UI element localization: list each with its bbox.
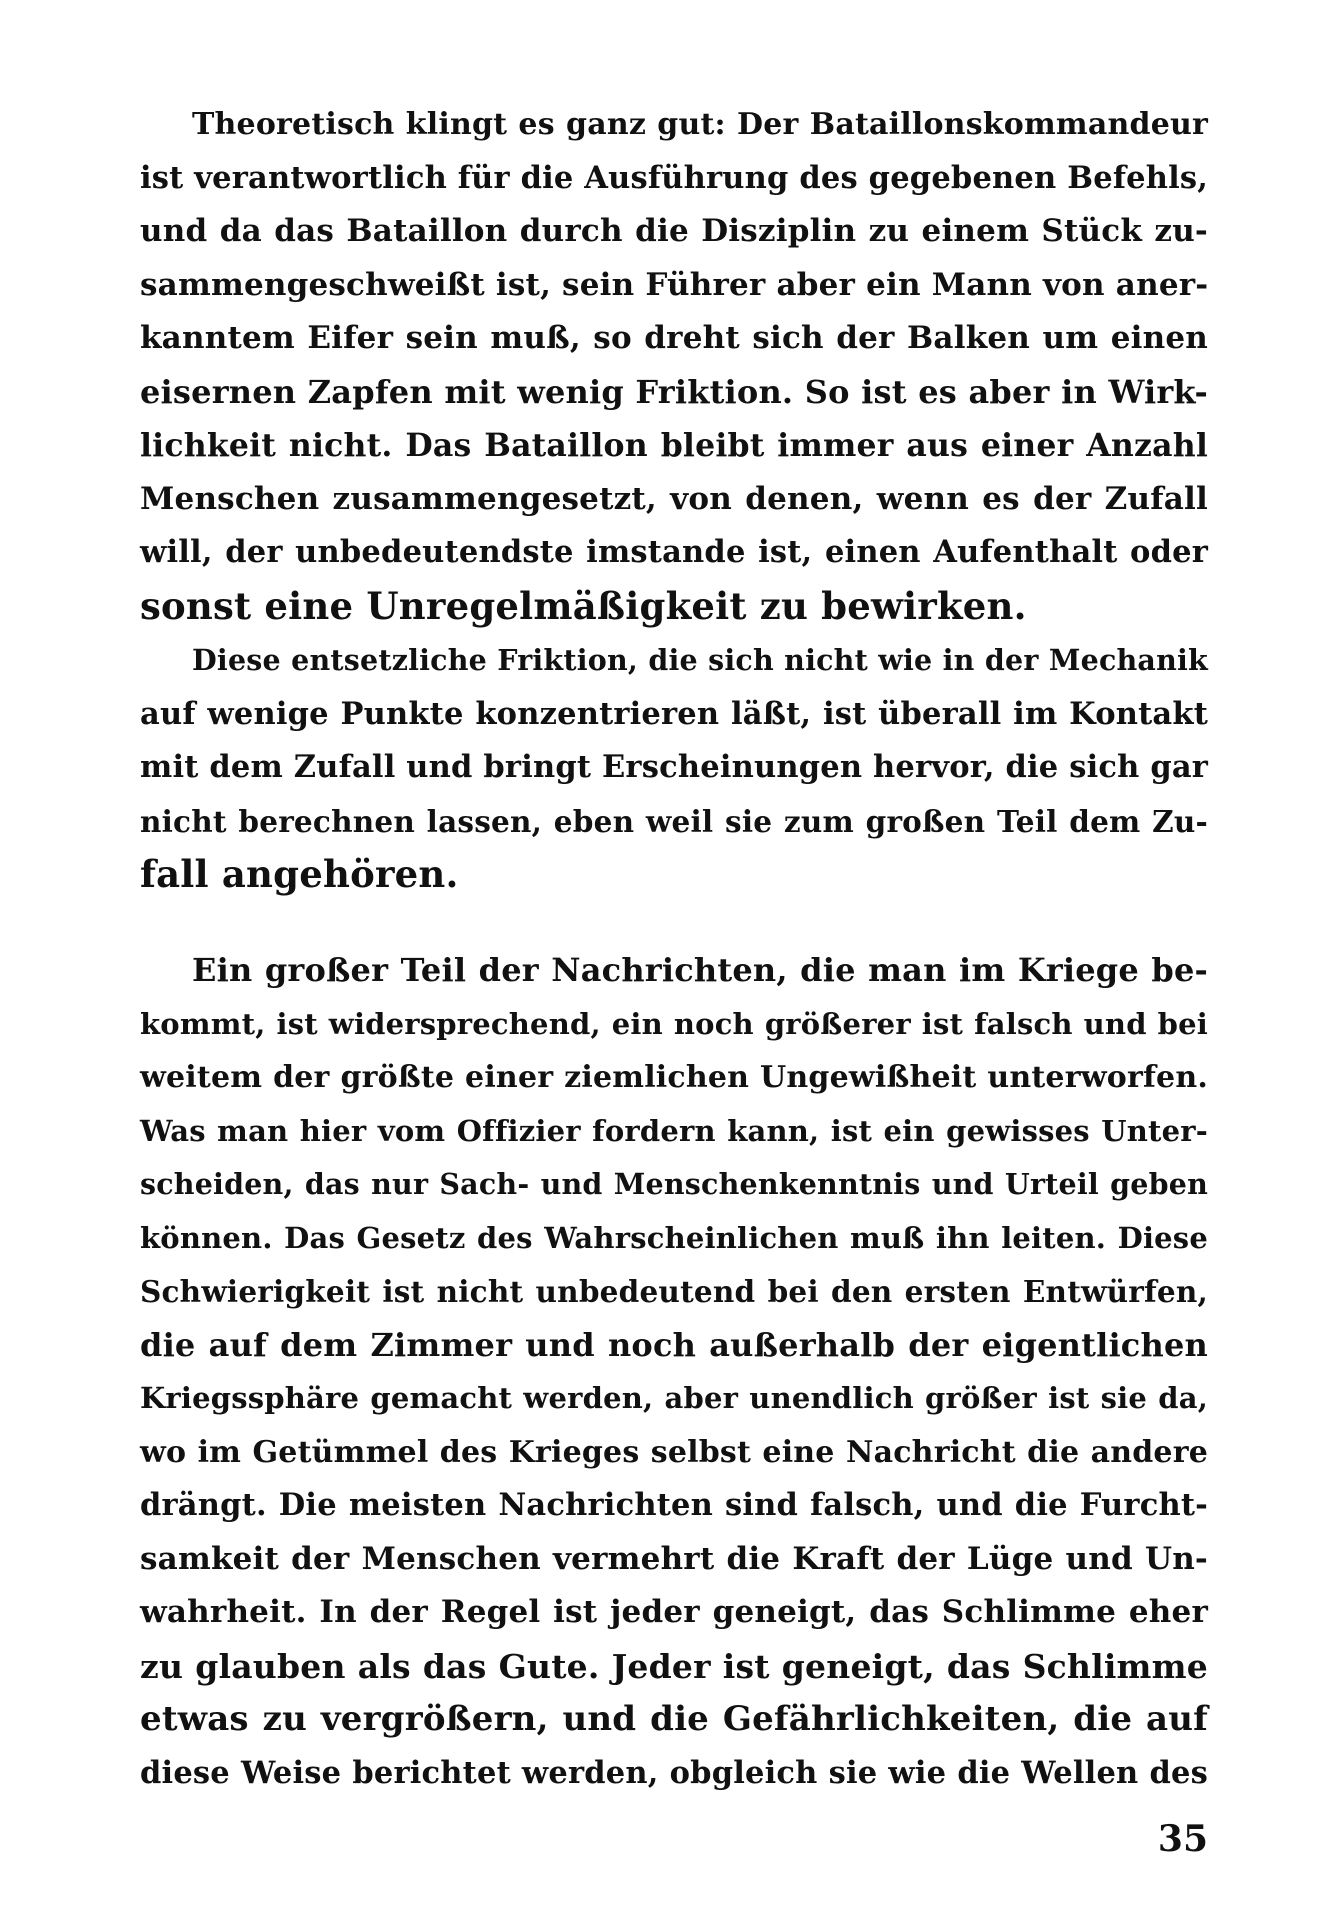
text-line: wahrheit. In der Regel ist jeder geneigt, das Schlimme eher xyxy=(140,1594,1208,1630)
text-line: können. Das Gesetz des Wahrscheinlichen muß ihn leiten. Diese xyxy=(140,1220,1208,1255)
text-line: samkeit der Menschen vermehrt die Kraft der Lüge und Un- xyxy=(140,1540,1208,1577)
text-line: drängt. Die meisten Nachrichten sind falsch, und die Furcht- xyxy=(140,1487,1208,1523)
text-line: fall angehören. xyxy=(140,852,459,896)
text-line: eisernen Zapfen mit wenig Friktion. So ist es aber in Wirk- xyxy=(140,372,1208,411)
paragraph-3 xyxy=(140,944,1208,1800)
text-line: auf wenige Punkte konzentrieren läßt, ist überall im Kontakt xyxy=(140,695,1208,732)
text-line: die auf dem Zimmer und noch außerhalb der eigentlichen xyxy=(140,1325,1208,1364)
text-line: wo im Getümmel des Krieges selbst eine Nachricht die andere xyxy=(140,1434,1208,1470)
text-line: Schwierigkeit ist nicht unbedeutend bei den ersten Entwürfen, xyxy=(140,1274,1208,1309)
text-line: Diese entsetzliche Friktion, die sich nicht wie in der Mechanik xyxy=(192,643,1208,677)
text-line: lichkeit nicht. Das Bataillon bleibt immer aus einer Anzahl xyxy=(140,427,1208,464)
text-line: will, der unbedeutendste imstande ist, einen Aufenthalt oder xyxy=(140,534,1208,570)
paragraph-2 xyxy=(140,634,1208,902)
page-number: 35 xyxy=(1157,1818,1208,1860)
text-line: kommt, ist widersprechend, ein noch größerer ist falsch und bei xyxy=(140,1006,1208,1041)
text-line: Kriegssphäre gemacht werden, aber unendlich größer ist sie da, xyxy=(140,1381,1208,1415)
text-line: Theoretisch klingt es ganz gut: Der Bataillonskommandeur xyxy=(192,107,1208,142)
text-line: scheiden, das nur Sach- und Menschenkenntnis und Urteil geben xyxy=(140,1167,1208,1201)
text-line: sammengeschweißt ist, sein Führer aber ein Mann von aner- xyxy=(140,266,1209,303)
text-line: ist verantwortlich für die Ausführung des gegebenen Befehls, xyxy=(140,159,1209,196)
text-line: zu glauben als das Gute. Jeder ist geneigt, das Schlimme xyxy=(140,1646,1208,1686)
text-line: kanntem Eifer sein muß, so dreht sich der Balken um einen xyxy=(140,320,1208,356)
text-line: nicht berechnen lassen, eben weil sie zum großen Teil dem Zu- xyxy=(140,803,1208,839)
text-line: etwas zu vergrößern, und die Gefährlichkeiten, die auf xyxy=(140,1699,1208,1739)
text-line: diese Weise berichtet werden, obgleich sie wie die Wellen des xyxy=(140,1754,1208,1791)
text-line: sonst eine Unregelmäßigkeit zu bewirken. xyxy=(140,583,1027,628)
text-line: weitem der größte einer ziemlichen Ungewißheit unterworfen. xyxy=(140,1060,1208,1095)
text-line: Ein großer Teil der Nachrichten, die man im Kriege be- xyxy=(192,951,1208,989)
text-line: mit dem Zufall und bringt Erscheinungen hervor, die sich gar xyxy=(140,749,1209,785)
text-line: und da das Bataillon durch die Disziplin zu einem Stück zu- xyxy=(140,213,1208,249)
text-line: Was man hier vom Offizier fordern kann, ist ein gewisses Unter- xyxy=(140,1113,1208,1148)
paragraph-1 xyxy=(140,98,1208,633)
text-line: Menschen zusammengesetzt, von denen, wenn es der Zufall xyxy=(140,480,1208,517)
